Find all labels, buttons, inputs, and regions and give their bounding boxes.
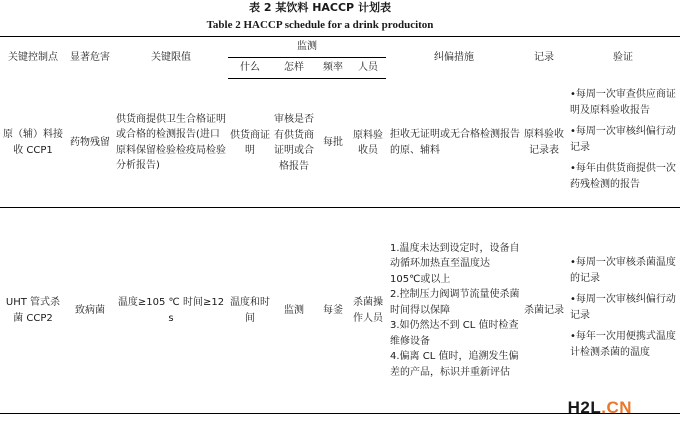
row2-verification-item: •每年一次用便携式温度计检测杀菌的温度 (570, 331, 676, 358)
row1-verification-item: •每年由供货商提供一次药残检测的报告 (570, 163, 676, 190)
row2-limit: 温度≥105 ℃ 时间≥12 s (114, 208, 228, 414)
site-watermark (568, 398, 632, 418)
row2-verification-item: •每周一次审核纠偏行动记录 (570, 294, 676, 321)
table-row (0, 79, 680, 208)
row2-how: 监测 (272, 208, 316, 414)
header-limit: 关键限值 (151, 52, 191, 63)
watermark-part-a: H2L (567, 398, 602, 417)
row2-corrective-item: 2.控制压力阀调节流量使杀菌时间得以保障 (390, 289, 520, 316)
row2-corrective-item: 1.温度未达到设定时，设备自动循环加热直至温度达 105℃或以上 (390, 242, 520, 285)
row2-corrective-item: 3.如仍然达不到 CL 值时检查维修设备 (390, 320, 519, 347)
row1-what: 供货商证明 (228, 79, 272, 208)
watermark-part-b: .CN (601, 398, 632, 417)
row1-corrective-item: 拒收无证明或无合格检测报告的原、辅料 (390, 129, 520, 156)
row1-how: 审核是否有供货商证明或合格报告 (272, 79, 316, 208)
row1-who: 原料验收员 (350, 79, 386, 208)
row2-ccp: UHT 管式杀菌 CCP2 (0, 208, 66, 414)
row1-ccp: 原（辅）料接收 CCP1 (0, 79, 66, 208)
row2-hazard: 致病菌 (66, 208, 114, 414)
row2-what: 温度和时间 (228, 208, 272, 414)
header-monitoring: 监测 (228, 37, 386, 58)
row1-limit: 供货商提供卫生合格证明或合格的检测报告(进口原料保留检验检疫局检验分析报告) (114, 79, 228, 208)
header-how: 怎样 (272, 58, 316, 79)
row2-verification (566, 208, 680, 414)
header-frequency: 频率 (316, 58, 350, 79)
row2-record: 杀菌记录 (522, 208, 566, 414)
row1-verification-item: •每周一次审查供应商证明及原料验收报告 (570, 89, 676, 116)
row2-corrective-item: 4.偏离 CL 值时，追溯发生偏差的产品，标识并重新评估 (390, 351, 519, 378)
header-ccp: 关键控制点 (8, 52, 58, 63)
row2-who: 杀菌操作人员 (350, 208, 386, 414)
row1-corrective (386, 79, 522, 208)
row2-frequency: 每釜 (316, 208, 350, 414)
header-verification: 验证 (613, 52, 633, 63)
header-hazard: 显著危害 (70, 52, 110, 63)
row1-record: 原料验收记录表 (522, 79, 566, 208)
row1-frequency: 每批 (316, 79, 350, 208)
header-what: 什么 (228, 58, 272, 79)
table-title-en: Table 2 HACCP schedule for a drink produciton (206, 19, 434, 31)
row1-hazard: 药物残留 (66, 79, 114, 208)
row2-corrective (386, 208, 522, 414)
header-record: 记录 (534, 52, 554, 63)
row1-verification (566, 79, 680, 208)
haccp-table (0, 36, 680, 414)
table-row (0, 208, 680, 414)
table-title-cn: 表 2 某饮料 HACCP 计划表 (249, 1, 391, 14)
header-corrective: 纠偏措施 (434, 52, 474, 63)
row2-verification-item: •每周一次审核杀菌温度的记录 (570, 257, 676, 284)
header-who: 人员 (350, 58, 386, 79)
row1-verification-item: •每周一次审核纠偏行动记录 (570, 126, 676, 153)
